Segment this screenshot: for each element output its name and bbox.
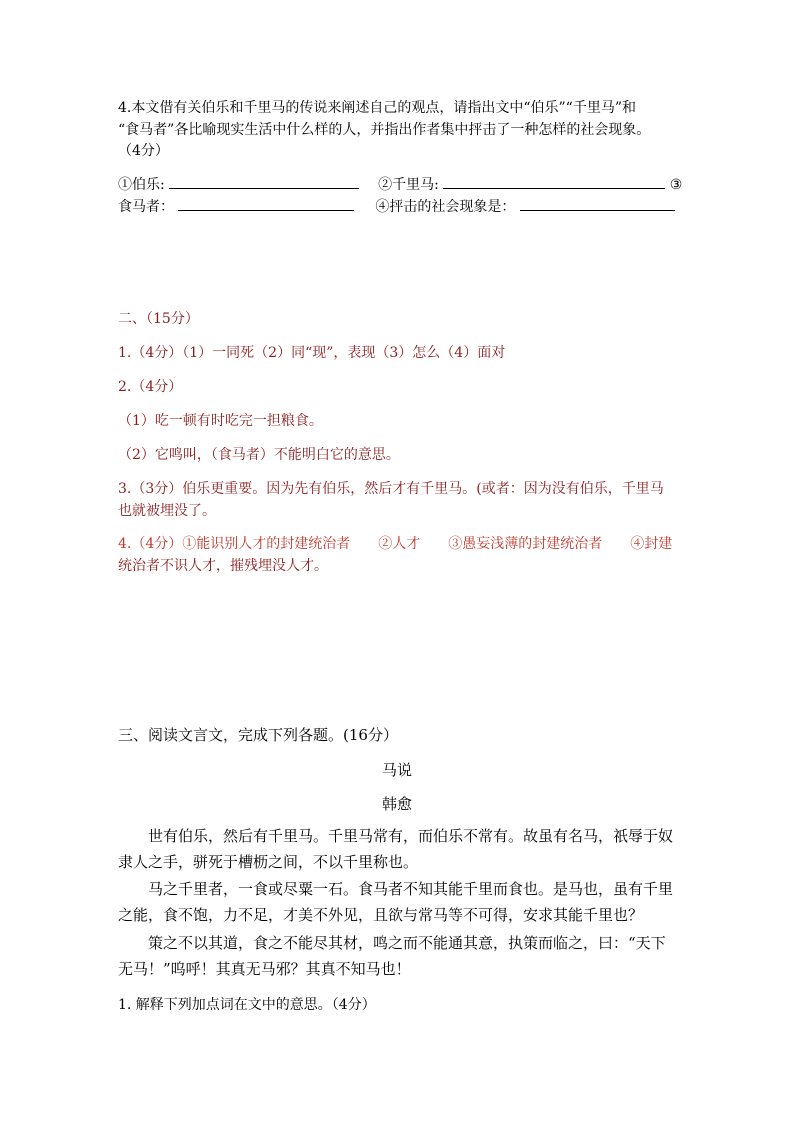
shimazhe-answer-blank[interactable] xyxy=(178,196,354,211)
qianlima-answer-blank[interactable] xyxy=(443,174,665,189)
section2-answer-2-1: （1）吃一顿有时吃完一担粮食。 xyxy=(118,413,323,429)
bole-label: ①伯乐: xyxy=(118,177,165,193)
q4-line2: “食马者”各比喻现实生活中什么样的人，并指出作者集中抨击了一种怎样的社会现象。 xyxy=(118,122,651,138)
criticized-phenomenon-label: ④抨击的社会现象是： xyxy=(375,199,516,215)
criticized-phenomenon-blank[interactable] xyxy=(520,196,675,211)
shimazhe-number: ③ xyxy=(669,177,683,193)
essay-title: 马说 xyxy=(381,761,412,779)
qianlima-label: ②千里马: xyxy=(378,177,439,193)
section3-heading: 三、阅读文言文，完成下列各题。(16分） xyxy=(118,726,398,744)
section2-heading: 二、（15分） xyxy=(118,311,199,327)
q4-answer-row1 xyxy=(118,174,682,194)
section2-answer-3-line1: 3.（3分）伯乐更重要。因为先有伯乐，然后才有千里马。(或者：因为没有伯乐，千里马 xyxy=(118,481,664,497)
section2-answer-2: 2.（4分） xyxy=(118,379,183,395)
bole-answer-blank[interactable] xyxy=(169,174,359,189)
section2-answer-1: 1.（4分）（1）一同死（2）同“现”，表现（3）怎么（4）面对 xyxy=(118,345,506,361)
essay-author: 韩愈 xyxy=(381,795,412,813)
q4-line1: 4.本文借有关伯乐和千里马的传说来阐述自己的观点，请指出文中“伯乐”“千里马”和 xyxy=(118,100,636,116)
essay-paragraph-2: 马之千里者，一食或尽粟一石。食马者不知其能千里而食也。是马也，虽有千里之能，食不饱，力不足，才美不外见，且欲与常马等不可得，安求其能千里也？ xyxy=(118,880,674,924)
section3-question-1: 1. 解释下列加点词在文中的意思。（4分） xyxy=(118,997,376,1013)
essay-paragraph-1: 世有伯乐，然后有千里马。千里马常有，而伯乐不常有。故虽有名马，祇辱于奴隶人之手，骈死于槽枥之间，不以千里称也。 xyxy=(118,827,674,871)
section2-answer-3-line2: 也就被埋没了。 xyxy=(118,503,216,519)
section2-answer-4-line1: 4.（4分）①能识别人才的封建统治者 ②人才 ③愚妄浅薄的封建统治者 ④封建 xyxy=(118,536,673,552)
section2-answer-2-2: （2）它鸣叫，（食马者）不能明白它的意思。 xyxy=(118,447,400,463)
section2-answer-4-line2: 统治者不识人才，摧残埋没人才。 xyxy=(118,558,328,574)
essay-paragraph-3: 策之不以其道，食之不能尽其材，鸣之而不能通其意，执策而临之，曰：“天下无马！”呜呼！其真无马邪？其真不知马也！ xyxy=(118,934,666,978)
q4-answer-row2 xyxy=(118,196,675,216)
shimazhe-label: 食马者： xyxy=(118,199,174,215)
q4-points: （4分） xyxy=(118,143,169,159)
